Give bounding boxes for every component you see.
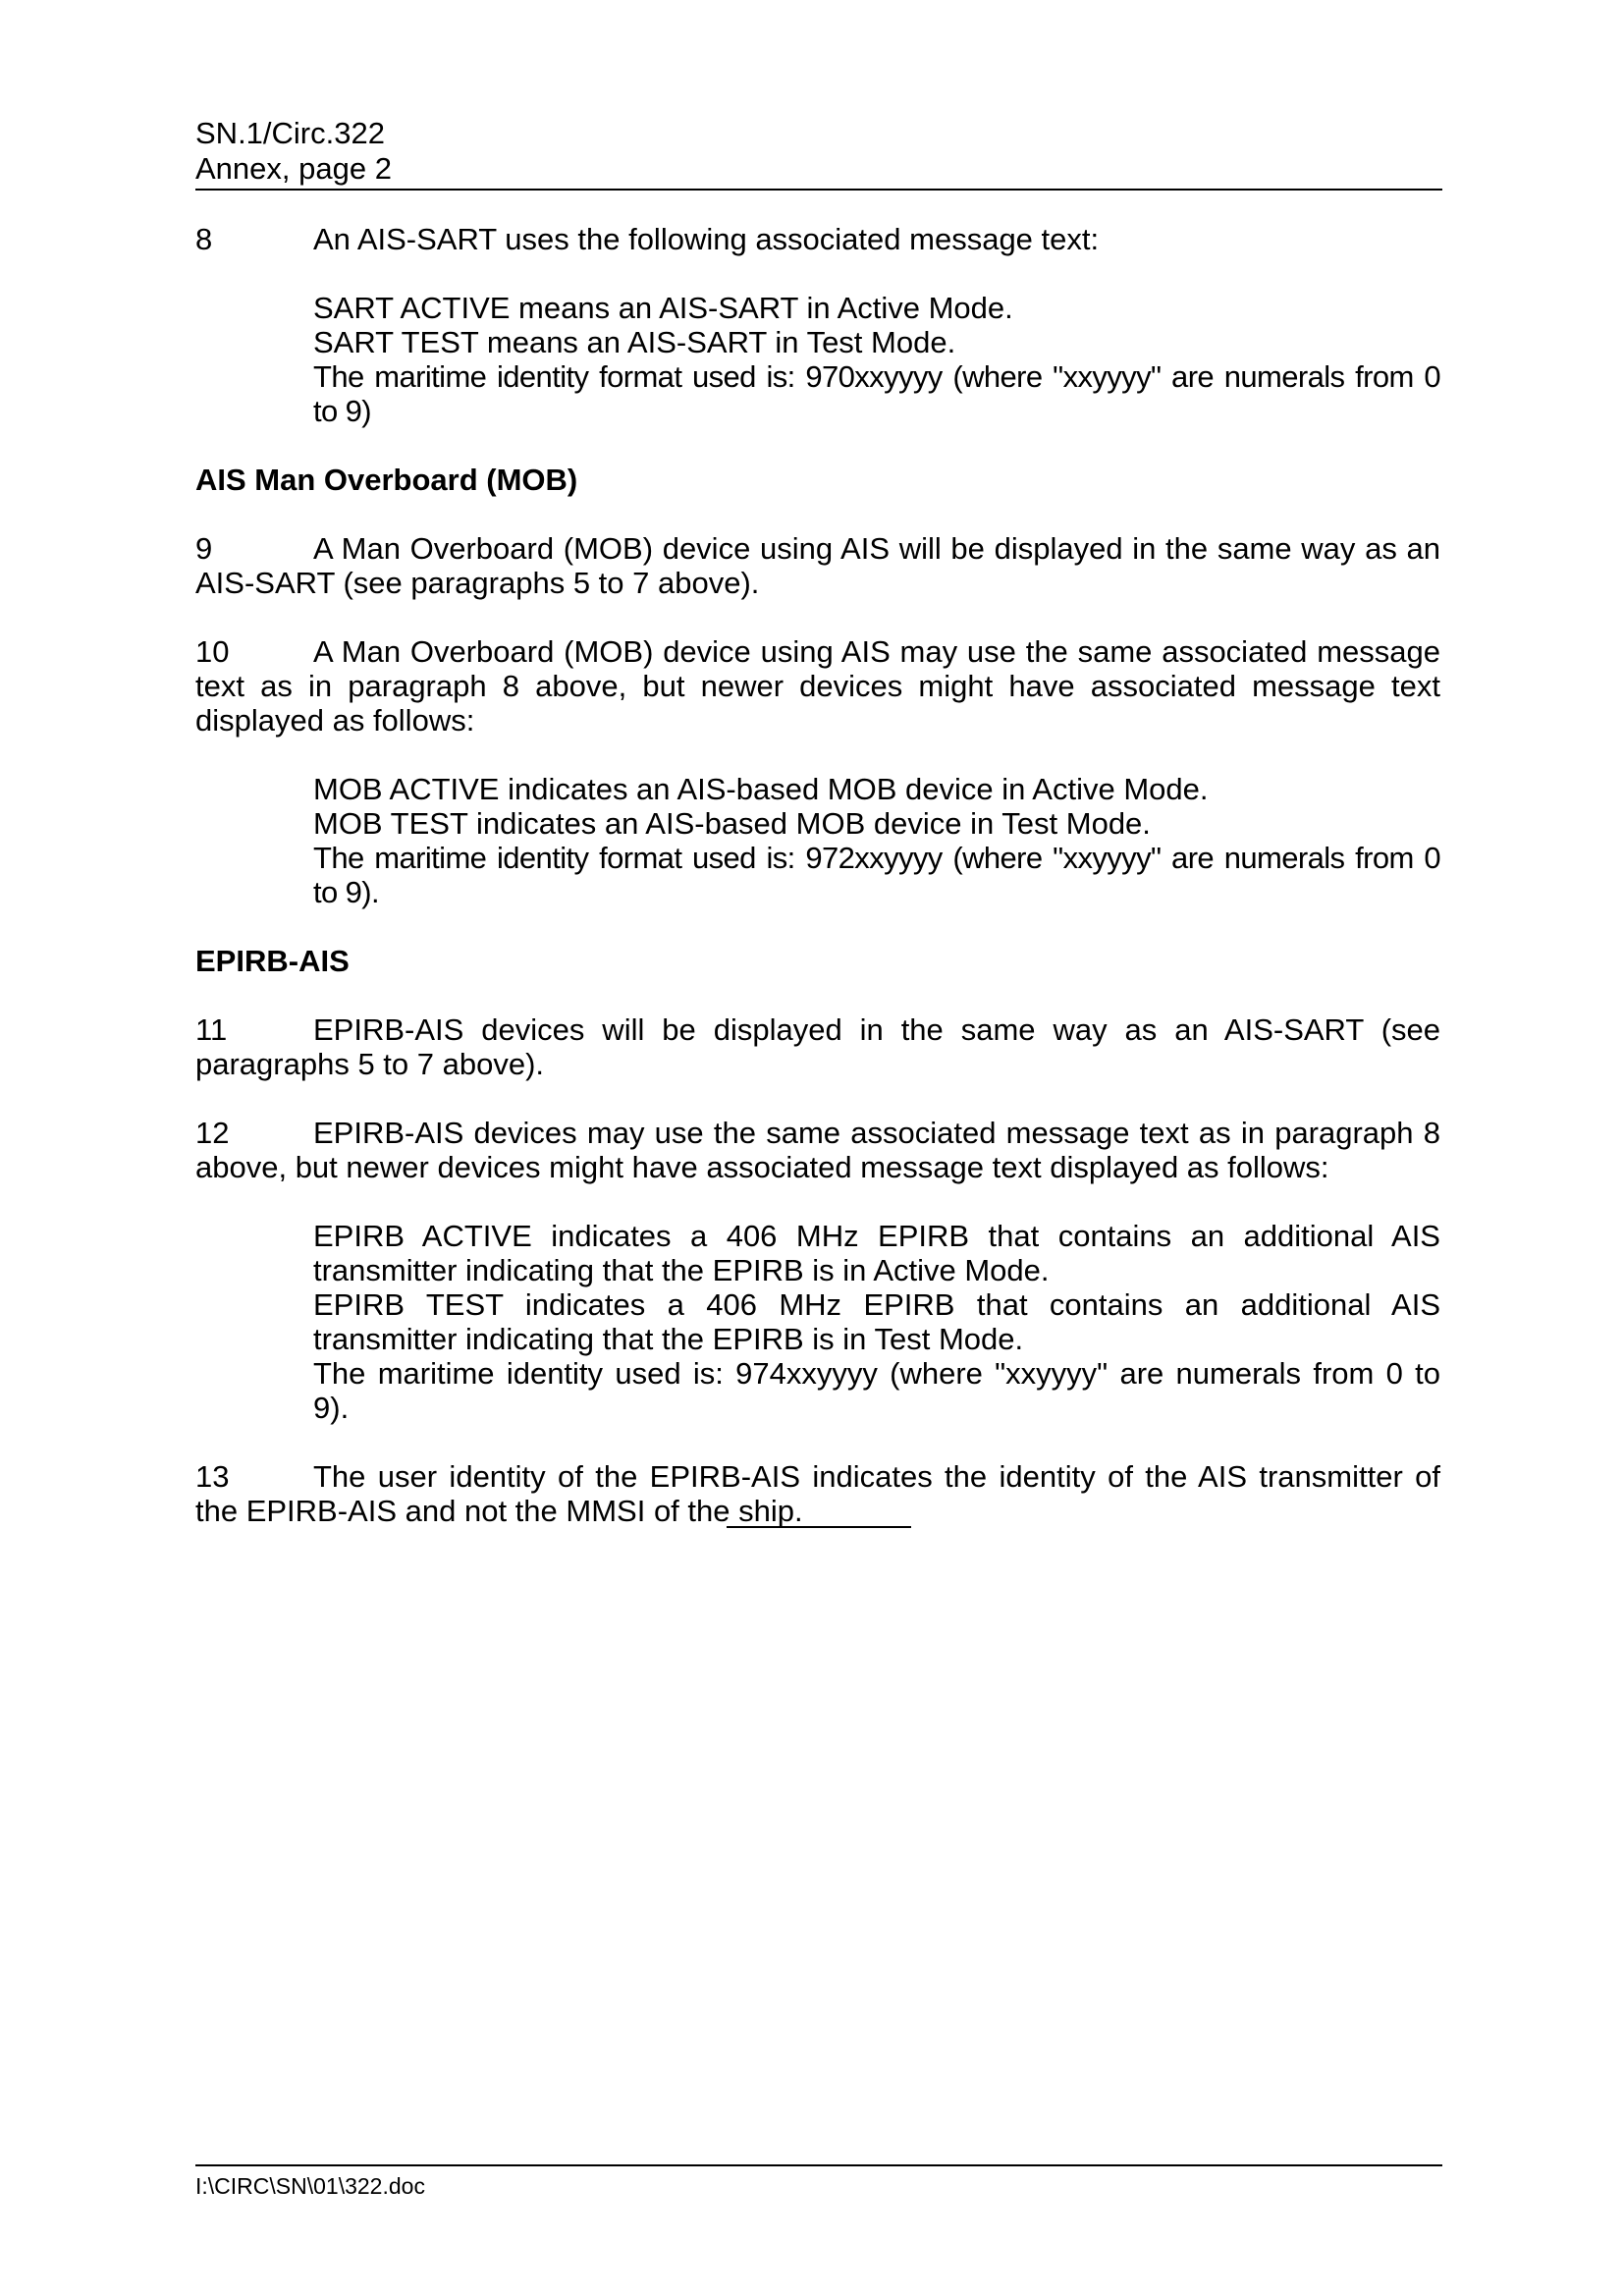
paragraph-number: 9 [195,531,213,566]
paragraph-number: 8 [195,222,213,256]
message-text-list-mob [313,772,1440,909]
paragraph-12 [195,1116,1440,1184]
message-line: The maritime identity used is: 974xxyyyy (where "xxyyyy" are numerals from 0 to 9). [313,1356,1440,1425]
paragraph-number: 12 [195,1116,230,1150]
paragraph-number: 13 [195,1459,230,1494]
message-text-list-epirb [313,1219,1440,1425]
page-footer [195,2164,1442,2200]
annex-page-label: Annex, page 2 [195,151,392,186]
message-line: SART ACTIVE means an AIS-SART in Active Mode. [313,291,1013,325]
message-line: SART TEST means an AIS-SART in Test Mode. [313,325,956,359]
paragraph-text: EPIRB-AIS devices will be displayed in the same way as an AIS-SART (see paragraphs 5 to 7 above). [195,1012,1440,1081]
section-heading-epirb: EPIRB-AIS [195,944,350,978]
section-heading-mob: AIS Man Overboard (MOB) [195,463,578,497]
paragraph-text: The user identity of the EPIRB-AIS indicates the identity of the AIS transmitter of the EPIRB-AIS and not the MMSI of the ship. [195,1459,1440,1528]
message-line: The maritime identity format used is: 970xxyyyy (where "xxyyyy" are numerals from 0 to 9) [313,359,1440,428]
message-line: The maritime identity format used is: 972xxyyyy (where "xxyyyy" are numerals from 0 to 9). [313,841,1440,909]
message-line: EPIRB TEST indicates a 406 MHz EPIRB that contains an additional AIS transmitter indicating that the EPIRB is in Test Mode. [313,1287,1440,1356]
document-body [195,222,1440,1562]
message-line: MOB TEST indicates an AIS-based MOB device in Test Mode. [313,806,1151,841]
page-header [195,116,1442,191]
paragraph-number: 11 [195,1012,228,1047]
message-line: MOB ACTIVE indicates an AIS-based MOB device in Active Mode. [313,772,1209,806]
paragraph-9 [195,531,1440,600]
document-reference: SN.1/Circ.322 [195,116,385,150]
paragraph-text: EPIRB-AIS devices may use the same associated message text as in paragraph 8 above, but newer devices might have associated message text displayed as follows: [195,1116,1440,1184]
message-text-list-sart [313,291,1440,428]
end-of-document-rule [727,1526,911,1528]
paragraph-text: A Man Overboard (MOB) device using AIS may use the same associated message text as in paragraph 8 above, but newer devices might have associated message text displayed as follows: [195,634,1440,738]
message-line: EPIRB ACTIVE indicates a 406 MHz EPIRB that contains an additional AIS transmitter indicating that the EPIRB is in Active Mode. [313,1219,1440,1287]
paragraph-11 [195,1012,1440,1081]
paragraph-10 [195,634,1440,738]
paragraph-number: 10 [195,634,230,669]
paragraph-8 [195,222,1440,256]
file-path: I:\CIRC\SN\01\322.doc [195,2173,425,2199]
paragraph-13 [195,1459,1440,1528]
paragraph-text: An AIS-SART uses the following associated message text: [313,222,1100,256]
paragraph-text: A Man Overboard (MOB) device using AIS will be displayed in the same way as an AIS-SART (see paragraphs 5 to 7 above). [195,531,1440,600]
